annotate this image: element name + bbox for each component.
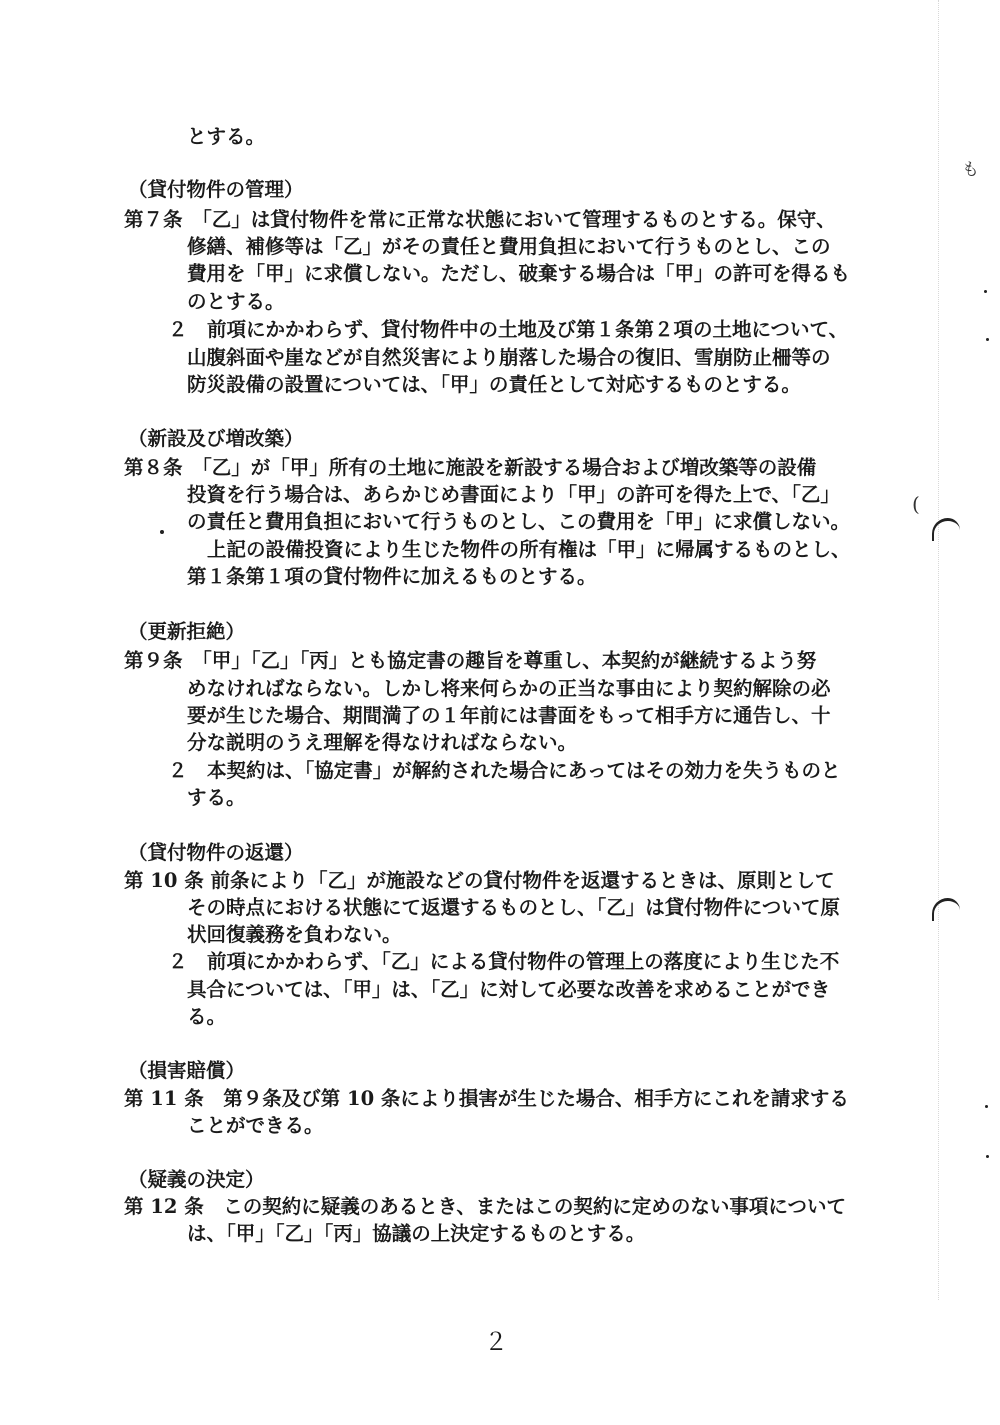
margin-note: も	[962, 160, 979, 180]
article-9-line: 分な説明のうえ理解を得なければならない。	[187, 731, 578, 754]
scan-mark: (	[912, 492, 920, 516]
article-7-line: 第７条 「乙」は貸付物件を常に正常な状態において管理するものとする。保守、	[124, 208, 836, 231]
article-11-heading: （損害賠償）	[128, 1059, 246, 1082]
article-12-heading: （疑義の決定）	[128, 1168, 265, 1191]
article-9-line: めなければならない。しかし将来何らかの正当な事由により契約解除の必	[187, 677, 831, 700]
continuation-text: とする。	[187, 125, 266, 148]
article-9-heading: （更新拒絶）	[128, 620, 246, 643]
page-number: ２	[484, 1328, 508, 1356]
article-7-heading: （貸付物件の管理）	[128, 178, 304, 201]
article-10-line: ２ 前項にかかわらず、「乙」による貸付物件の管理上の落度により生じた不	[168, 950, 840, 973]
article-10-line: その時点における状態にて返還するものとし、「乙」は貸付物件について原	[187, 896, 840, 919]
article-7-line: 山腹斜面や崖などが自然災害により崩落した場合の復旧、雪崩防止柵等の	[187, 346, 831, 369]
article-8-line: 上記の設備投資により生じた物件の所有権は「甲」に帰属するものとし、	[207, 538, 851, 561]
article-7-line: 防災設備の設置については、「甲」の責任として対応するものとする。	[187, 373, 801, 396]
article-7-line: 修繕、補修等は「乙」がその責任と費用負担において行うものとし、この	[187, 235, 831, 258]
article-10-heading: （貸付物件の返還）	[128, 841, 304, 864]
article-8-line: 第８条 「乙」が「甲」所有の土地に施設を新設する場合および増改築等の設備	[124, 456, 817, 479]
article-10-line: 第 10 条 前条により「乙」が施設などの貸付物件を返還するときは、原則として	[124, 869, 835, 892]
punch-hole-mark	[932, 898, 960, 921]
article-10-line: 状回復義務を負わない。	[187, 923, 402, 946]
article-7-line: のとする。	[187, 290, 285, 313]
article-9-line: 要が生じた場合、期間満了の１年前には書面をもって相手方に通告し、十	[187, 704, 831, 727]
article-8-line: の責任と費用負担において行うものとし、この費用を「甲」に求償しない。	[187, 510, 851, 533]
article-11-line: ことができる。	[187, 1114, 324, 1137]
scan-speck	[984, 290, 987, 293]
scan-speck	[986, 338, 989, 341]
article-12-line: 第 12 条 この契約に疑義のあるとき、またはこの契約に定めのない事項について	[124, 1195, 847, 1218]
article-10-line: る。	[187, 1005, 227, 1028]
punch-hole-mark	[932, 518, 960, 541]
article-9-line: する。	[187, 786, 246, 809]
scan-speck	[985, 1105, 988, 1108]
article-8-line: 第１条第１項の貸付物件に加えるものとする。	[187, 565, 597, 588]
article-8-heading: （新設及び増改築）	[128, 427, 304, 450]
article-12-line: は、「甲」「乙」「丙」協議の上決定するものとする。	[187, 1222, 646, 1245]
article-9-line: ２ 本契約は、「協定書」が解約された場合にあってはその効力を失うものと	[168, 759, 841, 782]
article-10-line: 具合については、「甲」は、「乙」に対して必要な改善を求めることができ	[187, 978, 831, 1001]
article-11-line: 第 11 条 第９条及び第 10 条により損害が生じた場合、相手方にこれを請求する	[124, 1087, 849, 1110]
article-8-line: 投資を行う場合は、あらかじめ書面により「甲」の許可を得た上で、「乙」	[187, 483, 840, 506]
scan-speck	[160, 530, 164, 534]
article-9-line: 第９条 「甲」「乙」「丙」とも協定書の趣旨を尊重し、本契約が継続するよう努	[124, 649, 817, 672]
scan-speck	[986, 1155, 989, 1158]
scan-fold-line	[938, 0, 939, 1300]
article-7-line: 費用を「甲」に求償しない。ただし、破棄する場合は「甲」の許可を得るも	[187, 262, 851, 285]
article-7-line: ２ 前項にかかわらず、貸付物件中の土地及び第１条第２項の土地について、	[168, 318, 849, 341]
